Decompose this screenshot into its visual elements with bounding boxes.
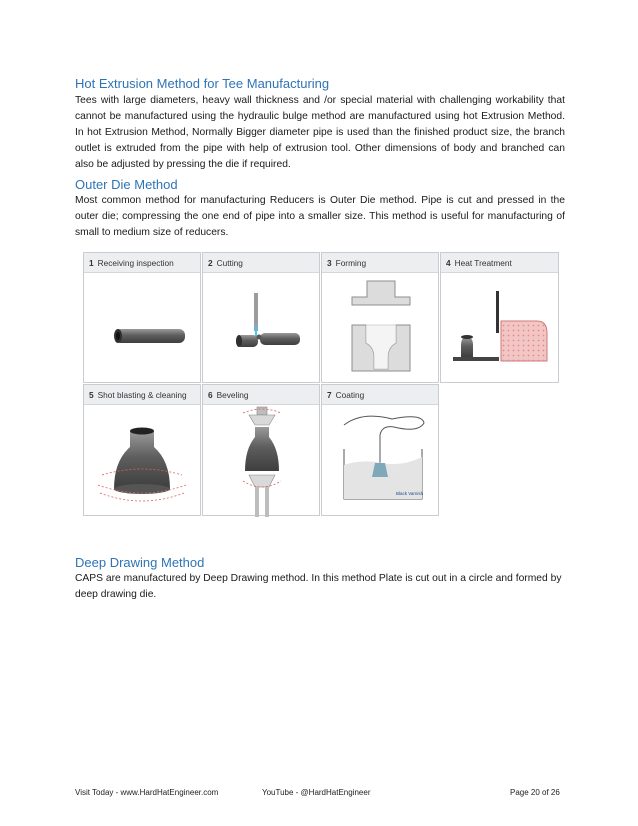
step-beveling [202, 384, 320, 516]
step-label: Cutting [216, 258, 243, 268]
step-number: 6 [208, 390, 213, 400]
step-label: Shot blasting & cleaning [97, 390, 187, 400]
step-heat-treatment [440, 252, 559, 383]
section-heading-outer-die: Outer Die Method [75, 177, 178, 192]
footer-youtube: YouTube - @HardHatEngineer [262, 788, 371, 797]
section-heading-deep-drawing: Deep Drawing Method [75, 555, 205, 570]
furnace-icon [441, 273, 560, 383]
step-receiving-inspection [83, 252, 201, 383]
section-heading-hot-extrusion: Hot Extrusion Method for Tee Manufacturing [75, 76, 330, 91]
cutting-icon [203, 273, 321, 383]
step-number: 2 [208, 258, 213, 268]
coating-tank-label: Black Varnish [396, 491, 424, 496]
step-cutting [202, 252, 320, 383]
paragraph-deep-drawing: CAPS are manufactured by Deep Drawing method. In this method Plate is cut out in a circle and formed by deep drawing die. [75, 573, 562, 600]
paragraph-hot-extrusion: Tees with large diameters, heavy wall thickness and /or special material with challenging workability that cannot be manufactured using the hydraulic bulge method are manufactured using hot Extrusion Method. In hot Extrusion Method, Normally Bigger diameter pipe is used than the finished product size, the branch outlet is extruded from the pipe with help of extrusion tool. Other dimensions of body and branched can also be adjusted by pressing the die if required. [75, 95, 565, 170]
step-label: Heat Treatment [454, 258, 512, 268]
paragraph-outer-die: Most common method for manufacturing Reducers is Outer Die method. Pipe is cut and pressed in the outer die; compressing the one end of pipe into a smaller size. This method is useful for manufacturing of small to medium size of reducers. [75, 195, 565, 238]
step-label: Beveling [216, 390, 249, 400]
footer-page-number: Page 20 of 26 [510, 788, 560, 797]
step-label: Receiving inspection [97, 258, 174, 268]
step-number: 3 [327, 258, 332, 268]
step-number: 1 [89, 258, 94, 268]
pipe-icon [84, 273, 202, 383]
step-shot-blasting [83, 384, 201, 516]
coating-tank-icon [322, 405, 440, 517]
beveling-icon [203, 405, 321, 517]
step-label: Forming [335, 258, 367, 268]
step-number: 7 [327, 390, 332, 400]
step-label: Coating [335, 390, 365, 400]
footer-website: Visit Today - www.HardHatEngineer.com [75, 788, 219, 797]
step-forming [321, 252, 439, 383]
reducer-blasting-icon [84, 405, 202, 517]
reducer-process-diagram [83, 252, 559, 516]
step-coating [321, 384, 439, 516]
forming-die-icon [322, 273, 440, 383]
step-number: 4 [446, 258, 451, 268]
step-number: 5 [89, 390, 94, 400]
